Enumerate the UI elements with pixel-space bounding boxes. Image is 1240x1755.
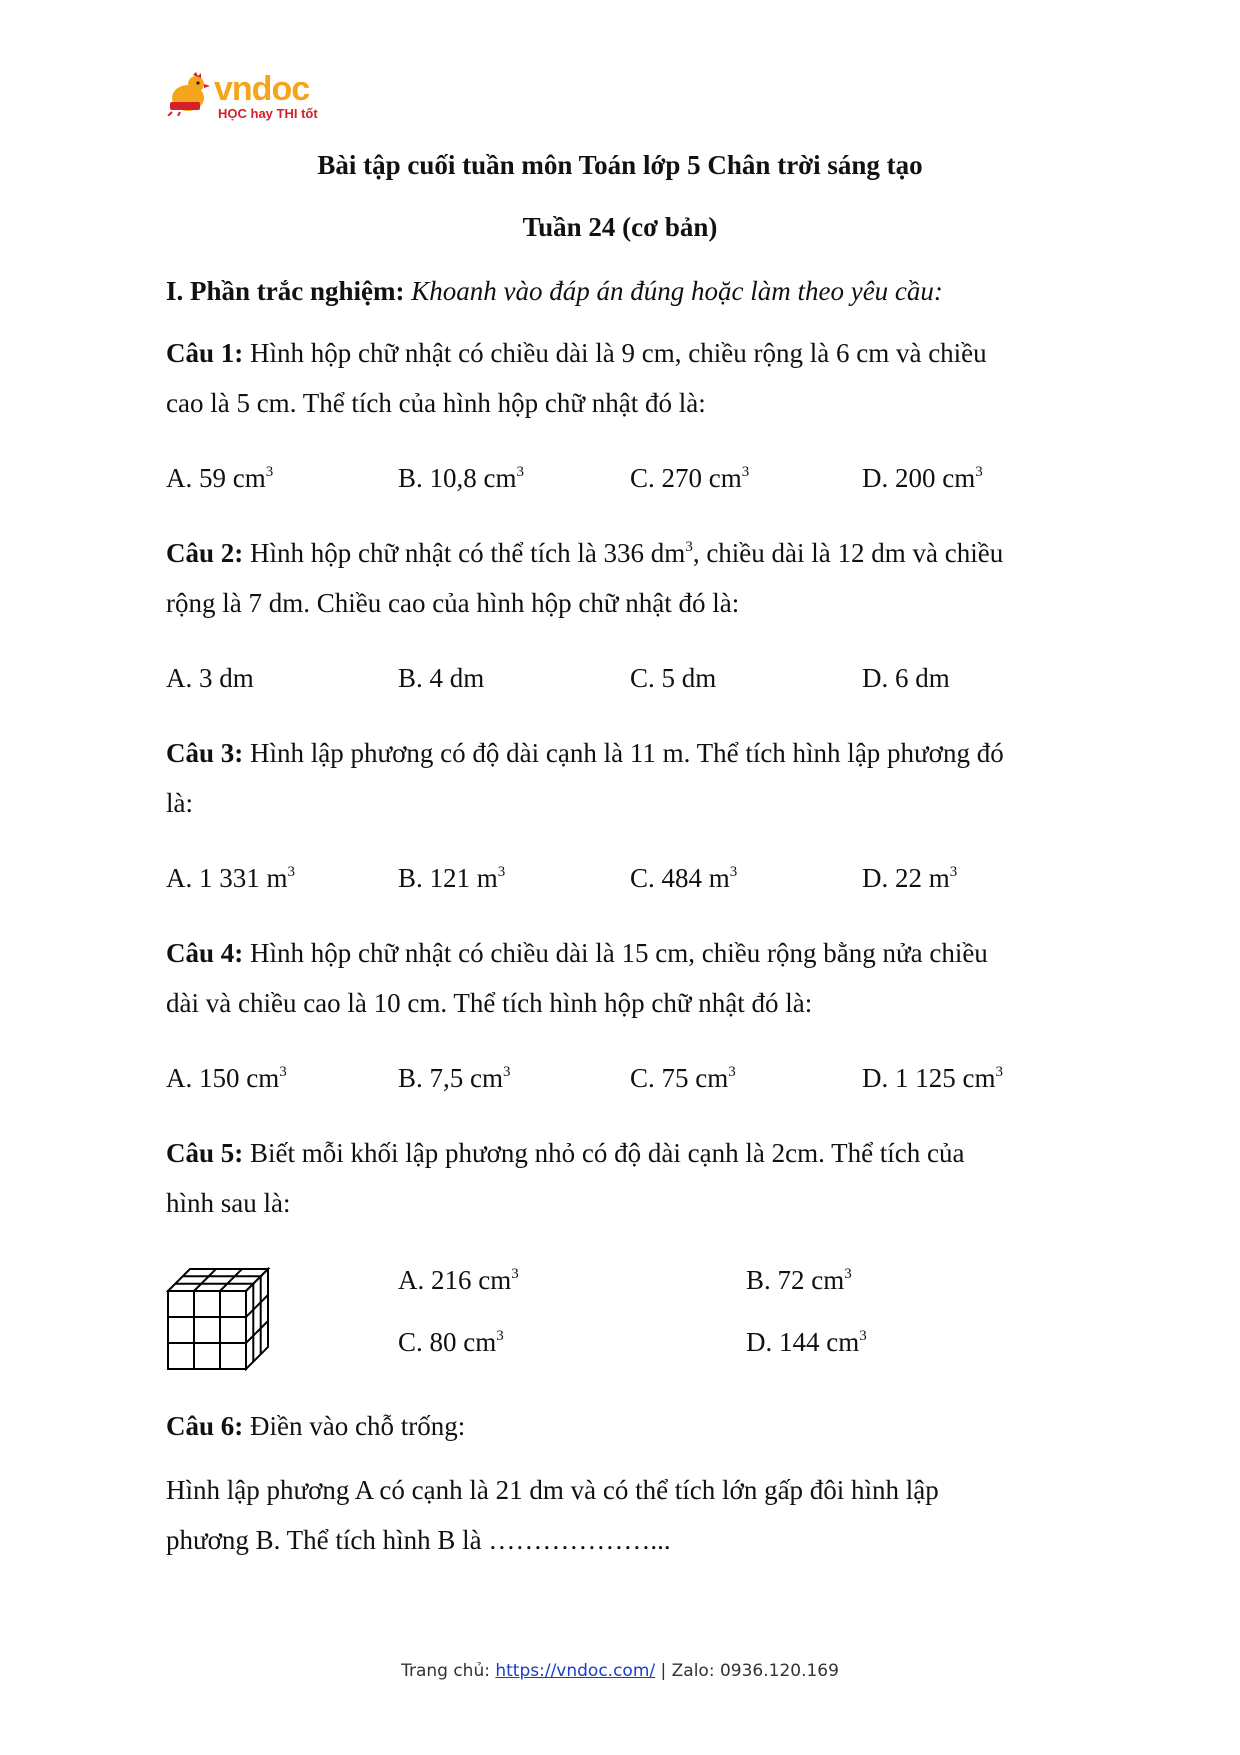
question-text: cao là 5 cm. Thể tích của hình hộp chữ nhật đó là: <box>166 388 706 418</box>
answer-option[interactable]: B. 4 dm <box>398 663 485 693</box>
brand-logo[interactable] <box>166 70 346 128</box>
brand-slogan: HỌC hay THI tốt <box>218 106 318 121</box>
question-text: Hình hộp chữ nhật có chiều dài là 15 cm, chiều rộng bằng nửa chiều <box>250 938 988 968</box>
question-label: Câu 6: <box>166 1411 244 1441</box>
worksheet-subtitle: Tuần 24 (cơ bản) <box>522 212 718 242</box>
page-footer <box>0 1661 1240 1681</box>
answer-option[interactable]: B. 7,5 $cm^3$ <box>398 1063 511 1093</box>
section-heading <box>166 276 943 307</box>
answer-option[interactable]: A. 216 $cm^3$ <box>398 1265 519 1295</box>
answer-option[interactable]: C. 484 $m^3$ <box>630 863 738 893</box>
question-6 <box>166 1411 465 1442</box>
question-label: Câu 3: <box>166 738 244 768</box>
question-text: Hình hộp chữ nhật có thể tích là 336 $dm^3$, chiều dài là 12 dm và chiều <box>250 538 1004 568</box>
answer-option[interactable]: A. 3 dm <box>166 663 254 693</box>
answer-option[interactable]: C. 80 $cm^3$ <box>398 1327 504 1357</box>
question-text: là: <box>166 788 193 818</box>
question-1 <box>166 338 987 369</box>
question-label: Câu 1: <box>166 338 244 368</box>
question-text: Biết mỗi khối lập phương nhỏ có độ dài cạnh là 2cm. Thể tích của <box>250 1138 965 1168</box>
question-label: Câu 5: <box>166 1138 244 1168</box>
answer-option[interactable]: C. 5 dm <box>630 663 717 693</box>
cube-figure-icon <box>166 1267 272 1371</box>
answer-option[interactable]: C. 75 $cm^3$ <box>630 1063 736 1093</box>
question-text: dài và chiều cao là 10 cm. Thể tích hình hộp chữ nhật đó là: <box>166 988 813 1018</box>
section-label: I. Phần trắc nghiệm: <box>166 276 405 306</box>
answer-option[interactable]: A. 150 $cm^3$ <box>166 1063 287 1093</box>
answer-option[interactable]: B. 10,8 $cm^3$ <box>398 463 524 493</box>
answer-option[interactable]: D. 144 $cm^3$ <box>746 1327 867 1357</box>
question-text: Điền vào chỗ trống: <box>250 1411 466 1441</box>
question-text: hình sau là: <box>166 1188 291 1218</box>
footer-contact: | Zalo: 0936.120.169 <box>655 1661 839 1681</box>
brand-name: vndoc <box>214 70 310 108</box>
section-instruction: Khoanh vào đáp án đúng hoặc làm theo yêu cầu: <box>411 276 943 306</box>
chicken-mascot-icon <box>166 72 212 116</box>
answer-option[interactable]: D. 1 125 $cm^3$ <box>862 1063 1003 1093</box>
question-label: Câu 2: <box>166 538 244 568</box>
answer-option[interactable]: C. 270 $cm^3$ <box>630 463 750 493</box>
question-label: Câu 4: <box>166 938 244 968</box>
question-3 <box>166 738 1004 769</box>
question-text: rộng là 7 dm. Chiều cao của hình hộp chữ nhật đó là: <box>166 588 740 618</box>
question-text: Hình lập phương A có cạnh là 21 dm và có thể tích lớn gấp đôi hình lập <box>166 1475 939 1505</box>
answer-option[interactable]: D. 6 dm <box>862 663 950 693</box>
worksheet-title: Bài tập cuối tuần môn Toán lớp 5 Chân trời sáng tạo <box>317 150 923 180</box>
answer-option[interactable]: D. 200 $cm^3$ <box>862 463 983 493</box>
question-2 <box>166 538 1003 569</box>
answer-option[interactable]: A. 59 $cm^3$ <box>166 463 274 493</box>
question-text: Hình hộp chữ nhật có chiều dài là 9 cm, chiều rộng là 6 cm và chiều <box>250 338 987 368</box>
homepage-link[interactable]: https://vndoc.com/ <box>495 1661 656 1681</box>
answer-option[interactable]: D. 22 $m^3$ <box>862 863 958 893</box>
question-4 <box>166 938 988 969</box>
answer-option[interactable]: A. 1 331 $m^3$ <box>166 863 295 893</box>
footer-label: Trang chủ: <box>401 1661 496 1681</box>
question-5 <box>166 1138 965 1169</box>
question-text: Hình lập phương có độ dài cạnh là 11 m. Thể tích hình lập phương đó <box>250 738 1004 768</box>
answer-option[interactable]: B. 121 $m^3$ <box>398 863 506 893</box>
answer-option[interactable]: B. 72 $cm^3$ <box>746 1265 852 1295</box>
fill-in-blank[interactable]: phương B. Thể tích hình B là ………………... <box>166 1525 671 1555</box>
